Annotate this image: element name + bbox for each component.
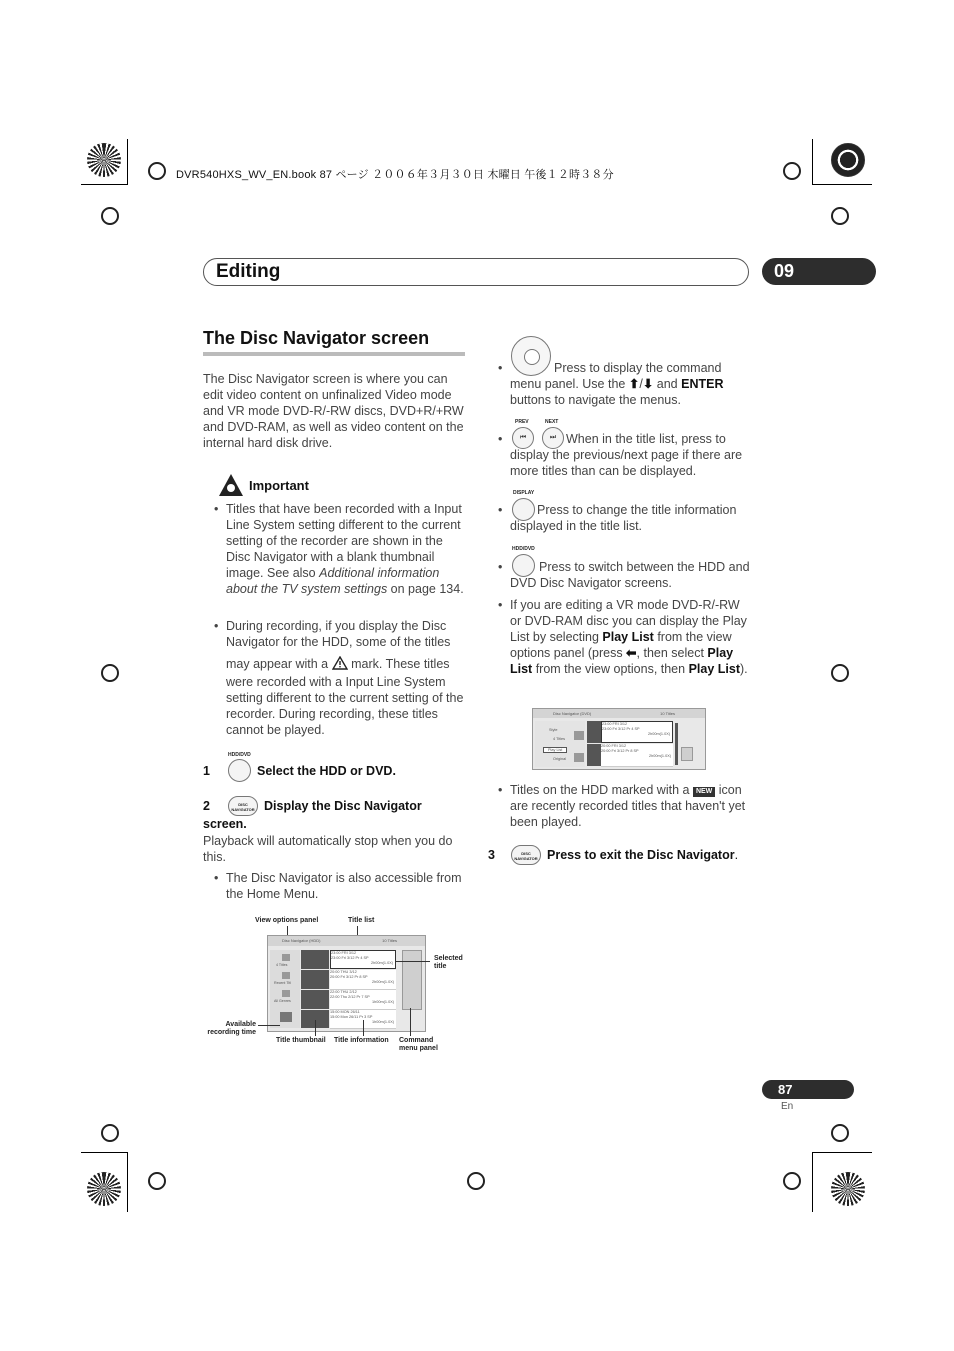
- title-row-info: 23:00 Fri 3/12 Pr 4 SP: [331, 956, 369, 960]
- command-menu-bullet: [510, 360, 750, 408]
- important-bullet-2-mid: may appear with a: [226, 657, 329, 671]
- important-bullet-1-text: Titles that have been recorded with a Input Line System setting different to the current setting of the recorder are shown in the Disc Navigator with a blank thumbnail image. See also: [226, 502, 462, 580]
- label-command-menu-line2: menu panel: [399, 1045, 438, 1052]
- title-row-info: 20:00 Fri 3/12 Pr 8 SP: [330, 975, 368, 979]
- play-list-label: Play List: [602, 630, 654, 644]
- title-row-date: 15:00 MON 26/11: [330, 1010, 360, 1014]
- title-thumbnail: [587, 721, 601, 743]
- title-row-date: 23:00 FRI 3/12: [602, 722, 628, 726]
- crop-line: [127, 1152, 128, 1212]
- view-option-item: 4 Titles: [553, 737, 566, 741]
- leader-line: [258, 1025, 280, 1026]
- command-menu-text: Press to display the command menu panel. Use the: [510, 361, 722, 391]
- step-3-number: 3: [488, 848, 495, 862]
- crosshair-mark: [831, 207, 849, 225]
- important-bullet-2-cont: [226, 656, 466, 738]
- page-number: 87: [762, 1080, 854, 1099]
- crosshair-mark: [148, 162, 166, 180]
- label-available-time-line2: recording time: [207, 1029, 256, 1036]
- play-list-text-c: , then select: [636, 646, 708, 660]
- step-3-text-main: Press to exit the Disc Navigator: [547, 848, 735, 862]
- chapter-title: Editing: [216, 261, 281, 282]
- title-row-duration: 2h00m(1.0X): [648, 732, 670, 736]
- title-row-info: 23:00 Fri 3/12 Pr 4 SP: [602, 727, 640, 731]
- crop-line: [812, 1152, 872, 1153]
- important-bullet-2-end: mark. These titles were recorded with a Input Line System setting different to the current setting of the recorder. During recording, these titles cannot be played.: [226, 657, 464, 737]
- crosshair-mark: [101, 1124, 119, 1142]
- genre-icon: [282, 990, 290, 997]
- enter-label: ENTER: [681, 377, 724, 391]
- screen-title-bar: [268, 936, 425, 946]
- title-row-info: 20:00 Fri 3/12 Pr 8 SP: [601, 749, 639, 753]
- crosshair-mark: [831, 1124, 849, 1142]
- next-icon: ⏭: [549, 434, 557, 441]
- important-bullet-2-text: During recording, if you display the Disc Navigator for the HDD, some of the titles: [226, 619, 451, 649]
- label-selected-title-line1: Selected: [434, 955, 463, 962]
- display-button-label: DISPLAY: [513, 490, 535, 496]
- crop-line: [81, 184, 128, 185]
- crosshair-mark: [783, 1172, 801, 1190]
- step-2-description: Playback will automatically stop when you do this.: [203, 834, 453, 864]
- step-1-number: 1: [203, 764, 210, 778]
- new-title-bullet: [510, 782, 750, 830]
- title-row-duration: 1h00m(1.0X): [372, 1020, 394, 1024]
- registration-mark-bottom-left: [87, 1172, 121, 1206]
- new-title-text-a: Titles on the HDD marked with a: [510, 783, 690, 797]
- print-header: DVR540HXS_WV_EN.book 87 ページ ２００６年３月３０日 木曜日 午後１２時３８分: [176, 169, 614, 181]
- folder-icon: [282, 954, 290, 961]
- hdd-dvd-text: Press to switch between the HDD and DVD Disc Navigator screens.: [510, 560, 750, 590]
- scrollbar: [675, 723, 678, 765]
- command-menu-text-end: buttons to navigate the menus.: [510, 393, 681, 407]
- play-list-label: Play List: [510, 646, 734, 676]
- screen-title: Disc Navigator (DVD): [553, 711, 592, 716]
- prev-next-text: When in the title list, press to display the previous/next page if there are more titles than can be displayed.: [510, 432, 743, 478]
- hdd-dvd-button-label: HDD/DVD: [512, 546, 535, 552]
- screen-count: 10 Titles: [660, 711, 675, 716]
- view-option-item: All Genres: [274, 999, 291, 1003]
- step-3-period: .: [734, 848, 739, 862]
- title-row-duration: 2h00m(1.0X): [649, 754, 671, 758]
- play-list-bullet: [510, 597, 750, 677]
- prev-button-label: PREV: [515, 419, 529, 425]
- chapter-bar: [203, 258, 749, 286]
- title-row-duration: 2h00m(1.0X): [371, 961, 393, 965]
- crosshair-mark: [783, 162, 801, 180]
- label-command-menu: [399, 1037, 438, 1053]
- new-badge-icon: NEW: [693, 787, 715, 797]
- leader-line: [410, 1008, 411, 1036]
- crop-line: [812, 1152, 813, 1212]
- step-2-bullet: • The Disc Navigator is also accessible from the Home Menu.: [226, 870, 466, 902]
- leader-line: [363, 1020, 364, 1036]
- hdd-dvd-bullet: [510, 559, 750, 591]
- important-bullet-1-tail: on page 134.: [387, 582, 464, 596]
- step-2-number: 2: [203, 799, 210, 813]
- step-1-text: Select the HDD or DVD.: [257, 764, 396, 778]
- screen-title-bar: [533, 709, 705, 718]
- screen-count: 10 Titles: [382, 938, 397, 943]
- display-bullet: [510, 502, 750, 534]
- section-title: The Disc Navigator screen: [203, 328, 430, 348]
- title-row-selected: [330, 950, 396, 969]
- crosshair-mark: [467, 1172, 485, 1190]
- title-thumbnail: [301, 950, 329, 969]
- title-row-duration: 1h00m(1.0X): [372, 1000, 394, 1004]
- play-list-text-e: ).: [740, 662, 748, 676]
- play-list-label: Play List: [688, 662, 740, 676]
- command-menu-panel: [681, 747, 693, 761]
- title-row-date: 20:00 THU 3/12: [330, 970, 357, 974]
- folder-icon: [574, 731, 584, 740]
- label-available-time-line1: Available: [225, 1021, 256, 1028]
- chapter-number: 09: [762, 258, 876, 285]
- important-bullet-2: [226, 618, 466, 650]
- crosshair-mark: [831, 664, 849, 682]
- down-arrow-icon: ⬇: [642, 377, 654, 391]
- title-row-date: 20:00 FRI 3/12: [601, 744, 627, 748]
- left-arrow-icon: ⬅: [626, 646, 637, 660]
- intro-paragraph: The Disc Navigator screen is where you can edit video content on unfinalized Video mode and VR mode DVD-R/-RW discs, DVD+R/+RW and DVD-RAM, as well as video content on the internal hard disk drive.: [203, 372, 464, 450]
- title-row-date: 23:00 FRI 3/12: [331, 951, 357, 955]
- clock-icon: [282, 972, 290, 979]
- title-thumbnail: [587, 744, 601, 766]
- label-title-information: Title information: [334, 1037, 389, 1044]
- disc-navigator-screenshot-dvd: [532, 708, 706, 770]
- title-row-selected: [601, 721, 673, 743]
- disc-navigator-screenshot-hdd: [267, 935, 426, 1032]
- title-thumbnail: [301, 990, 329, 1009]
- play-list-text-b: from the view options panel (press: [510, 630, 732, 660]
- view-option-item: Recent Titl: [274, 981, 291, 985]
- disc-icon: [280, 1012, 292, 1022]
- prev-icon: ⏮: [519, 434, 527, 441]
- play-list-text-d: from the view options, then: [532, 662, 689, 676]
- registration-mark-top-right: [831, 143, 865, 177]
- language-code: En: [781, 1101, 794, 1112]
- important-bullet-1: [226, 501, 466, 597]
- title-row: [330, 990, 396, 1010]
- view-option-item: 4 Titles: [276, 963, 288, 967]
- title-row-info: 15:00 Mon 26/11 Pr 3 SP: [330, 1015, 373, 1019]
- crop-line: [812, 139, 813, 185]
- registration-mark-bottom-right: [831, 1172, 865, 1206]
- disc-navigator-button: DISC NAVIGATOR: [228, 796, 258, 816]
- crop-line: [81, 1152, 128, 1153]
- label-command-menu-line1: Command: [399, 1037, 434, 1044]
- title-thumbnail: [301, 970, 329, 989]
- display-text: Press to change the title information displayed in the title list.: [510, 503, 737, 533]
- label-available-time: [205, 1021, 256, 1037]
- crosshair-mark: [148, 1172, 166, 1190]
- label-selected-title: [434, 955, 463, 971]
- view-options-panel: [270, 950, 300, 1028]
- hdd-dvd-button: [228, 759, 251, 782]
- section-rule: [203, 352, 465, 356]
- important-bullet-1-link: Additional information about the TV system settings: [226, 566, 440, 596]
- label-title-thumbnail: Title thumbnail: [276, 1037, 326, 1044]
- title-row-duration: 2h00m(1.0X): [372, 980, 394, 984]
- crosshair-mark: [101, 207, 119, 225]
- step-3-text: [547, 848, 738, 862]
- prev-next-bullet: [510, 431, 750, 479]
- title-list: [301, 950, 398, 1028]
- step-2-text: Display the Disc Navigator: [264, 799, 422, 813]
- crosshair-mark: [101, 664, 119, 682]
- arrow-separator: /: [639, 377, 643, 391]
- label-title-list: Title list: [348, 917, 375, 924]
- command-menu-panel: [402, 950, 422, 1010]
- registration-mark-top-left: [87, 143, 121, 177]
- disc-navigator-button: DISC NAVIGATOR: [511, 845, 541, 865]
- play-list-text-a: If you are editing a VR mode DVD-R/-RW or DVD-RAM disc you can display the Play List by selecting: [510, 598, 747, 644]
- important-heading: Important: [249, 478, 309, 493]
- title-row-date: 22:00 THU 2/12: [330, 990, 357, 994]
- view-option-item-selected: Play List: [543, 747, 567, 753]
- leader-line: [315, 1020, 316, 1036]
- title-row: [330, 970, 396, 990]
- up-arrow-icon: ⬆: [628, 377, 640, 391]
- label-selected-title-line2: title: [434, 963, 447, 970]
- step-2-text-cont: screen.: [203, 817, 247, 831]
- new-title-text-b: icon are recently recorded titles that haven't yet been played.: [510, 783, 746, 829]
- warning-icon: [332, 656, 348, 674]
- title-row: [601, 744, 673, 767]
- crop-line: [127, 139, 128, 185]
- view-option-item: Style: [549, 728, 558, 732]
- crop-line: [812, 184, 872, 185]
- edit-icon: [574, 753, 584, 762]
- important-icon: [218, 473, 244, 497]
- and-text: and: [653, 377, 682, 391]
- label-view-options: View options panel: [255, 917, 319, 924]
- leader-line: [396, 961, 430, 962]
- title-row-info: 22:00 Thu 2/12 Pr 7 SP: [330, 995, 370, 999]
- view-option-item: Original: [553, 757, 567, 761]
- screen-title: Disc Navigator (HDD): [282, 938, 321, 943]
- next-button-label: NEXT: [545, 419, 559, 425]
- hdd-dvd-button-label: HDD/DVD: [228, 752, 251, 758]
